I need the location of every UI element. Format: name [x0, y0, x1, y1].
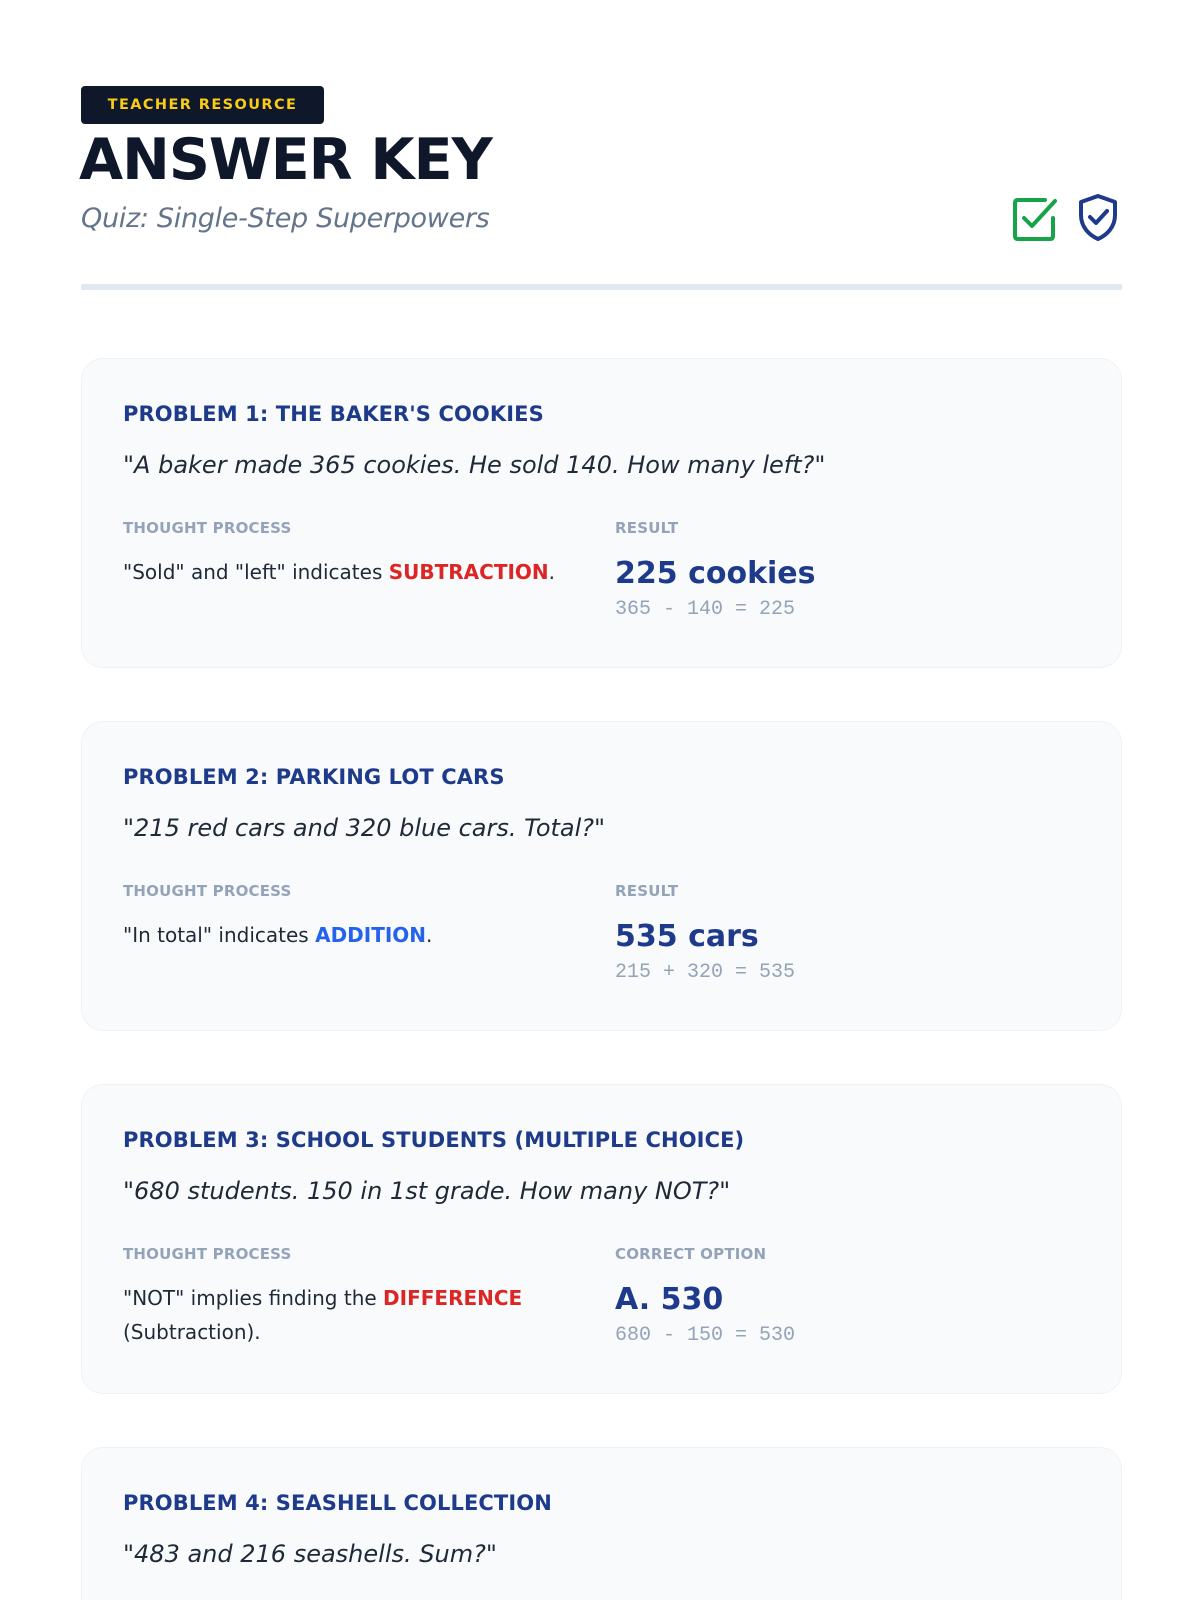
operation-keyword: SUBTRACTION [388, 560, 549, 584]
result-value: 225 cookies [615, 556, 816, 591]
thought-process-label: THOUGHT PROCESS [123, 519, 292, 537]
result-equation: 365 - 140 = 225 [615, 598, 796, 621]
thought-process-text [123, 555, 573, 589]
correct-option-label: CORRECT OPTION [615, 1245, 767, 1263]
header-divider [81, 284, 1122, 290]
problem-title: PROBLEM 4: SEASHELL COLLECTION [123, 1491, 552, 1515]
problem-question: "680 students. 150 in 1st grade. How many NOT?" [123, 1177, 731, 1205]
checkbox-check-icon [1010, 192, 1058, 242]
operation-keyword: DIFFERENCE [383, 1286, 523, 1310]
header-icons [1010, 192, 1120, 242]
result-equation: 680 - 150 = 530 [615, 1324, 796, 1347]
thought-process-label: THOUGHT PROCESS [123, 882, 292, 900]
teacher-resource-badge: TEACHER RESOURCE [81, 86, 324, 124]
result-label: RESULT [615, 519, 679, 537]
thought-process-text [123, 918, 573, 952]
thought-text: "NOT" implies finding the [123, 1286, 384, 1310]
operation-keyword: ADDITION [315, 923, 427, 947]
thought-process-text [123, 1281, 563, 1349]
thought-text-end: . [426, 923, 433, 947]
result-equation: 215 + 320 = 535 [615, 961, 796, 984]
problem-card [81, 1447, 1122, 1600]
result-value: 535 cars [615, 919, 759, 954]
thought-text-end: (Subtraction). [123, 1320, 261, 1344]
problem-title: PROBLEM 3: SCHOOL STUDENTS (MULTIPLE CHOICE) [123, 1128, 745, 1152]
thought-text: "In total" indicates [123, 923, 316, 947]
problem-question: "483 and 216 seashells. Sum?" [123, 1540, 497, 1568]
problem-card [81, 721, 1122, 1031]
problem-card [81, 1084, 1122, 1394]
thought-process-label: THOUGHT PROCESS [123, 1245, 292, 1263]
problem-question: "215 red cars and 320 blue cars. Total?" [123, 814, 606, 842]
page-title: ANSWER KEY [79, 127, 492, 193]
thought-text-end: . [548, 560, 556, 584]
problem-question: "A baker made 365 cookies. He sold 140. How many left?" [123, 451, 826, 479]
page-subtitle: Quiz: Single-Step Superpowers [81, 203, 490, 234]
page-header [81, 86, 1122, 290]
problem-title: PROBLEM 1: THE BAKER'S COOKIES [123, 402, 544, 426]
problem-title: PROBLEM 2: PARKING LOT CARS [123, 765, 505, 789]
correct-option-value: A. 530 [615, 1282, 724, 1317]
thought-text: "Sold" and "left" indicates [123, 560, 389, 584]
result-label: RESULT [615, 882, 679, 900]
problem-card [81, 358, 1122, 668]
shield-check-icon [1076, 192, 1120, 242]
